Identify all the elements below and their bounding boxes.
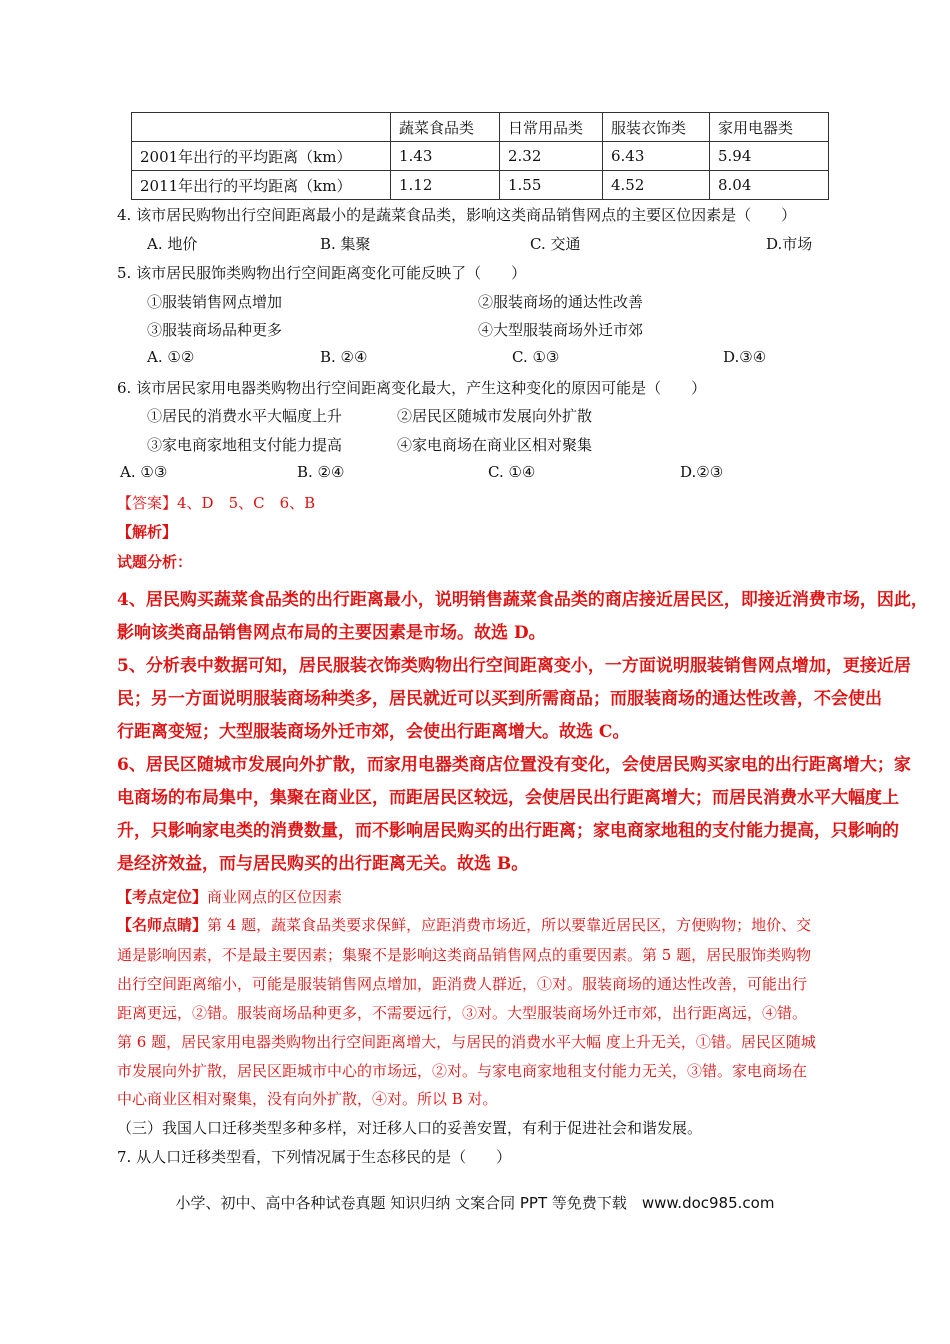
q5-item-4: ④大型服装商场外迁市郊 <box>478 321 644 339</box>
mingshi-line: 中心商业区相对聚集，没有向外扩散，④对。所以 B 对。 <box>117 1090 498 1108</box>
table-header-cell: 蔬菜食品类 <box>391 113 500 142</box>
analysis-line: 6、居民区随城市发展向外扩散，而家用电器类商店位置没有变化，会使居民购买家电的出行距离增大；家 <box>117 755 911 775</box>
analysis-title: 试题分析： <box>117 553 193 571</box>
distance-table <box>131 112 829 200</box>
q7-stem: 7. 从人口迁移类型看，下列情况属于生态移民的是（ ） <box>117 1148 512 1166</box>
analysis-line: 升，只影响家电类的消费数量，而不影响居民购买的出行距离；家电商家地租的支付能力提高，只影响的 <box>117 821 899 841</box>
q5-option-a: A. ①② <box>147 348 195 366</box>
section-3-intro: （三）我国人口迁移类型多种多样，对迁移人口的妥善安置，有利于促进社会和谐发展。 <box>117 1119 703 1137</box>
table-cell: 2001年出行的平均距离（km） <box>132 142 391 171</box>
analysis-line: 电商场的布局集中，集聚在商业区，而距居民区较远，会使居民出行距离增大；而居民消费水平大幅度上 <box>117 788 899 808</box>
q6-option-d: D.②③ <box>680 463 724 481</box>
q5-option-c: C. ①③ <box>512 348 560 366</box>
mingshi-line: 第 6 题，居民家用电器类购物出行空间距离增大，与居民的消费水平大幅 度上升无关，①错。居民区随城 <box>117 1033 816 1051</box>
q4-stem: 4. 该市居民购物出行空间距离最小的是蔬菜食品类，影响这类商品销售网点的主要区位因素是（ ） <box>117 206 797 224</box>
analysis-tag: 【解析】 <box>117 523 178 541</box>
q6-option-a: A. ①③ <box>120 463 168 481</box>
analysis-line: 是经济效益，而与居民购买的出行距离无关。故选 B。 <box>117 854 529 874</box>
q6-item-3: ③家电商家地租支付能力提高 <box>147 436 343 454</box>
mingshi-line: 出行空间距离缩小，可能是服装销售网点增加，距消费人群近，①对。服装商场的通达性改善，可能出行 <box>117 975 808 993</box>
table-cell: 6.43 <box>603 142 710 171</box>
q6-option-b: B. ②④ <box>297 463 345 481</box>
table-cell: 1.55 <box>500 171 603 200</box>
q6-item-4: ④家电商场在商业区相对聚集 <box>397 436 593 454</box>
analysis-line: 行距离变短；大型服装商场外迁市郊，会使出行距离增大。故选 C。 <box>117 722 630 742</box>
q5-item-1: ①服装销售网点增加 <box>147 293 283 311</box>
table-cell: 4.52 <box>603 171 710 200</box>
q4-option-c: C. 交通 <box>530 235 581 253</box>
q6-stem: 6. 该市居民家用电器类购物出行空间距离变化最大，产生这种变化的原因可能是（ ） <box>117 379 707 397</box>
mingshi-line: 通是影响因素，不是最主要因素；集聚不是影响这类商品销售网点的重要因素。第 5 题，居民服饰类购物 <box>117 946 812 964</box>
page-footer: 小学、初中、高中各种试卷真题 知识归纳 文案合同 PPT 等免费下载 www.doc985.com <box>175 1194 775 1212</box>
q6-option-c: C. ①④ <box>488 463 536 481</box>
analysis-line: 4、居民购买蔬菜食品类的出行距离最小，说明销售蔬菜食品类的商店接近居民区，即接近消费市场，因此， <box>117 590 928 610</box>
mingshi-line: 距离更远，②错。服装商场品种更多，不需要远行，③对。大型服装商场外迁市郊，出行距离远，④错。 <box>117 1004 808 1022</box>
analysis-line: 影响该类商品销售网点布局的主要因素是市场。故选 D。 <box>117 623 546 643</box>
mingshi-line: 市发展向外扩散，居民区距城市中心的市场远，②对。与家电商家地租支付能力无关，③错。家电商场在 <box>117 1062 808 1080</box>
answer-line: 【答案】4、D 5、C 6、B <box>117 494 316 512</box>
table-cell: 2.32 <box>500 142 603 171</box>
q5-item-2: ②服装商场的通达性改善 <box>478 293 644 311</box>
kaodian-text: 商业网点的区位因素 <box>207 888 343 906</box>
table-header-row <box>132 113 829 142</box>
table-cell: 5.94 <box>710 142 829 171</box>
table-header-cell: 服装衣饰类 <box>603 113 710 142</box>
mingshi-line: 第 4 题，蔬菜食品类要求保鲜，应距消费市场近，所以要靠近居民区，方便购物；地价、交 <box>207 916 812 934</box>
table-cell: 1.12 <box>391 171 500 200</box>
table-header-cell <box>132 113 391 142</box>
table-header-cell: 家用电器类 <box>710 113 829 142</box>
kaodian-line <box>117 886 342 907</box>
analysis-line: 5、分析表中数据可知，居民服装衣饰类购物出行空间距离变小，一方面说明服装销售网点增加，更接近居 <box>117 656 911 676</box>
table-cell: 2011年出行的平均距离（km） <box>132 171 391 200</box>
kaodian-tag: 【考点定位】 <box>117 888 208 906</box>
table-row <box>132 142 829 171</box>
table-cell: 8.04 <box>710 171 829 200</box>
q5-item-3: ③服装商场品种更多 <box>147 321 283 339</box>
mingshi-first-line <box>117 914 811 935</box>
q4-option-b: B. 集聚 <box>320 235 371 253</box>
q5-stem: 5. 该市居民服饰类购物出行空间距离变化可能反映了（ ） <box>117 264 527 282</box>
table-row <box>132 171 829 200</box>
q4-option-d: D.市场 <box>766 235 813 253</box>
table-cell: 1.43 <box>391 142 500 171</box>
mingshi-tag: 【名师点睛】 <box>117 916 208 934</box>
analysis-line: 民；另一方面说明服装商场种类多，居民就近可以买到所需商品；而服装商场的通达性改善，不会使出 <box>117 689 882 709</box>
q5-option-d: D.③④ <box>723 348 767 366</box>
table-header-cell: 日常用品类 <box>500 113 603 142</box>
q5-option-b: B. ②④ <box>320 348 368 366</box>
q6-item-2: ②居民区随城市发展向外扩散 <box>397 407 593 425</box>
q6-item-1: ①居民的消费水平大幅度上升 <box>147 407 343 425</box>
q4-option-a: A. 地价 <box>147 235 198 253</box>
